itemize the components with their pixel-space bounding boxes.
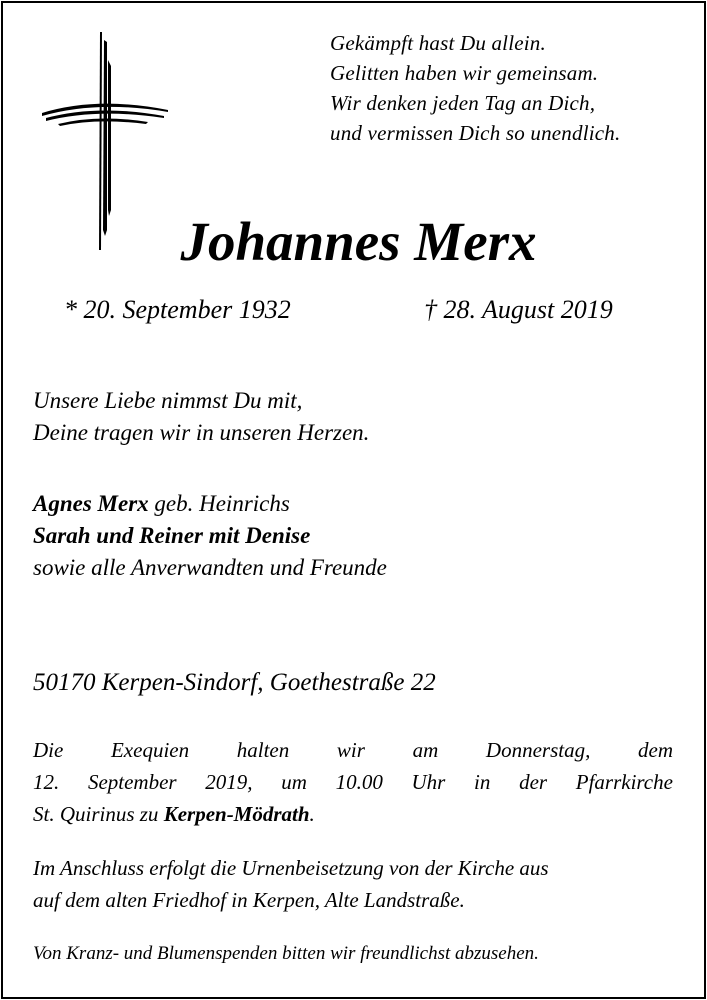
mourners [33,488,387,584]
burial-info [33,852,673,916]
mourner-line [33,488,387,520]
address: 50170 Kerpen-Sindorf, Goethestraße 22 [33,669,436,696]
poem-line: und vermissen Dich so unendlich. [330,121,621,145]
funeral-info-word: halten [236,738,290,762]
funeral-info-word: 12. [33,770,60,794]
funeral-info-word: Donnerstag, [485,738,591,762]
death-date: † 28. August 2019 [424,295,613,324]
funeral-info-word: Die [33,738,64,762]
funeral-info-word: 10.00 [335,770,383,794]
period: . [309,802,315,826]
poem-line: Wir denken jeden Tag an Dich, [330,91,596,115]
funeral-info-word: Pfarrkirche [575,770,673,794]
mourner-line [33,520,387,552]
funeral-info [33,734,673,830]
maiden-name: geb. Heinrichs [148,491,290,516]
mourner-name: Agnes Merx [33,491,149,516]
funeral-info-line [33,798,673,830]
poem [330,28,620,148]
deceased-name: Johannes Merx [180,211,537,272]
verse-line: Deine tragen wir in unseren Herzen. [33,420,370,445]
funeral-info-word: der [519,770,548,794]
funeral-info-line [33,766,673,798]
funeral-info-word: Uhr [411,770,446,794]
verse [33,385,369,449]
funeral-info-word: dem [638,738,673,762]
funeral-info-word: 2019, [205,770,253,794]
funeral-info-word: um [281,770,307,794]
funeral-info-line [33,734,673,766]
funeral-info-word: Exequien [110,738,190,762]
funeral-info-word: wir [336,738,365,762]
poem-line: Gelitten haben wir gemeinsam. [330,61,599,85]
funeral-info-word: am [412,738,439,762]
donation-note: Von Kranz- und Blumenspenden bitten wir freundlichst abzusehen. [33,943,539,964]
church-text: St. Quirinus zu [33,802,164,826]
mourner-line: sowie alle Anverwandten und Freunde [33,555,387,580]
church-location: Kerpen-Mödrath [163,802,310,826]
verse-line: Unsere Liebe nimmst Du mit, [33,388,303,413]
poem-line: Gekämpft hast Du allein. [330,31,546,55]
funeral-info-word: September [87,770,177,794]
birth-date: * 20. September 1932 [64,295,291,324]
mourner-name: Sarah und Reiner mit Denise [33,523,311,548]
burial-info-line: Im Anschluss erfolgt die Urnenbeisetzung von der Kirche aus [33,856,549,880]
burial-info-line: auf dem alten Friedhof in Kerpen, Alte Landstraße. [33,888,465,912]
funeral-info-word: in [474,770,491,794]
